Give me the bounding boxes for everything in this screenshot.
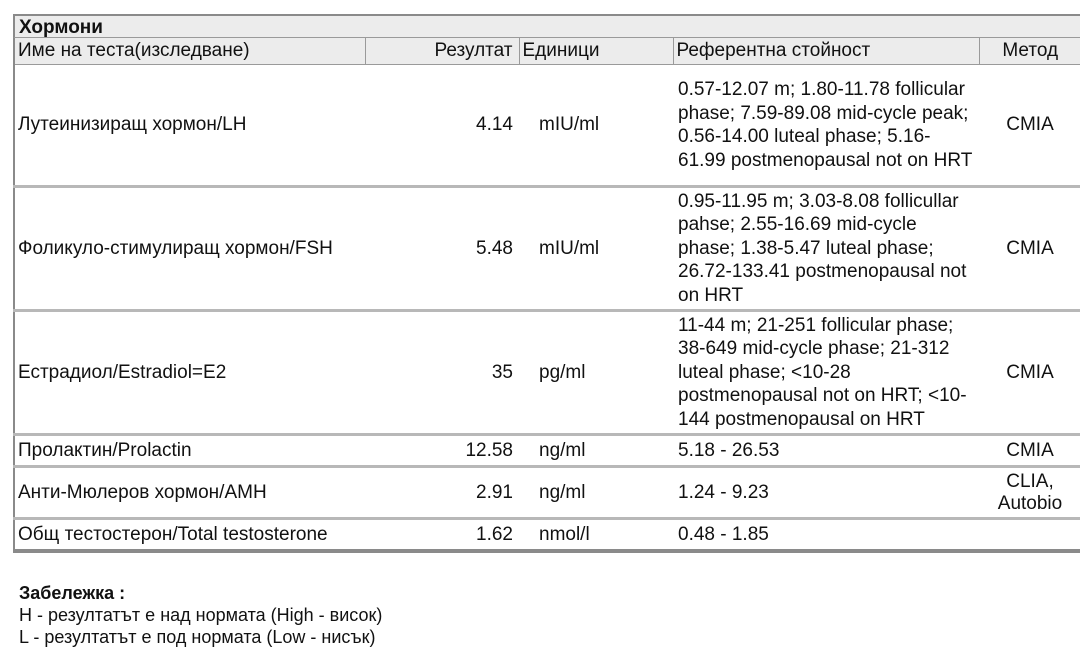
test-units: mIU/ml [519, 187, 673, 311]
test-name: Пролактин/Prolactin [14, 435, 365, 467]
test-units: mIU/ml [519, 65, 673, 187]
test-method: CMIA [979, 65, 1080, 187]
column-header-name: Име на теста(изследване) [14, 38, 365, 65]
test-method: CMIA [979, 187, 1080, 311]
test-reference: 0.48 - 1.85 [673, 519, 979, 551]
note-high-line: H - резултатът е над нормата (High - висок) [19, 605, 383, 625]
table-row [14, 519, 1080, 551]
test-result: 1.62 [365, 519, 519, 551]
test-method: CLIA, Autobio [979, 467, 1080, 519]
table-row [14, 187, 1080, 311]
test-result: 5.48 [365, 187, 519, 311]
table-row [14, 467, 1080, 519]
test-reference: 0.95-11.95 m; 3.03-8.08 follicullar pahse; 2.55-16.69 mid-cycle phase; 1.38-5.47 luteal phase; 26.72-133.41 postmenopausal not on HRT [673, 187, 979, 311]
note-title: Забележка : [19, 583, 126, 603]
test-name: Анти-Мюлеров хормон/AMH [14, 467, 365, 519]
table-row [14, 65, 1080, 187]
test-method [979, 519, 1080, 551]
results-table [13, 38, 1080, 553]
test-units: pg/ml [519, 311, 673, 435]
table-row [14, 311, 1080, 435]
test-result: 4.14 [365, 65, 519, 187]
test-reference: 1.24 - 9.23 [673, 467, 979, 519]
test-reference: 5.18 - 26.53 [673, 435, 979, 467]
test-name: Естрадиол/Estradiol=E2 [14, 311, 365, 435]
note-low-line: L - резултатът е под нормата (Low - нисък) [19, 627, 376, 647]
test-reference: 11-44 m; 21-251 follicular phase; 38-649 mid-cycle phase; 21-312 luteal phase; <10-28 postmenopausal not on HRT; <10-144 postmenopausal on HRT [673, 311, 979, 435]
table-header-row [14, 38, 1080, 65]
column-header-units: Единици [519, 38, 673, 65]
hormones-report [13, 14, 1080, 553]
test-reference: 0.57-12.07 m; 1.80-11.78 follicular phase; 7.59-89.08 mid-cycle peak; 0.56-14.00 luteal phase; 5.16-61.99 postmenopausal not on HRT [673, 65, 979, 187]
test-name: Лутеинизиращ хормон/LH [14, 65, 365, 187]
test-name: Фоликуло-стимулиращ хормон/FSH [14, 187, 365, 311]
test-units: ng/ml [519, 435, 673, 467]
table-row [14, 435, 1080, 467]
test-result: 2.91 [365, 467, 519, 519]
test-units: nmol/l [519, 519, 673, 551]
test-method: CMIA [979, 311, 1080, 435]
legend-note [19, 582, 382, 648]
column-header-result: Резултат [365, 38, 519, 65]
column-header-reference: Референтна стойност [673, 38, 979, 65]
test-method: CMIA [979, 435, 1080, 467]
test-name: Общ тестостерон/Total testosterone [14, 519, 365, 551]
section-title: Хормони [13, 14, 1080, 38]
test-units: ng/ml [519, 467, 673, 519]
test-result: 12.58 [365, 435, 519, 467]
column-header-method: Метод [979, 38, 1080, 65]
test-result: 35 [365, 311, 519, 435]
